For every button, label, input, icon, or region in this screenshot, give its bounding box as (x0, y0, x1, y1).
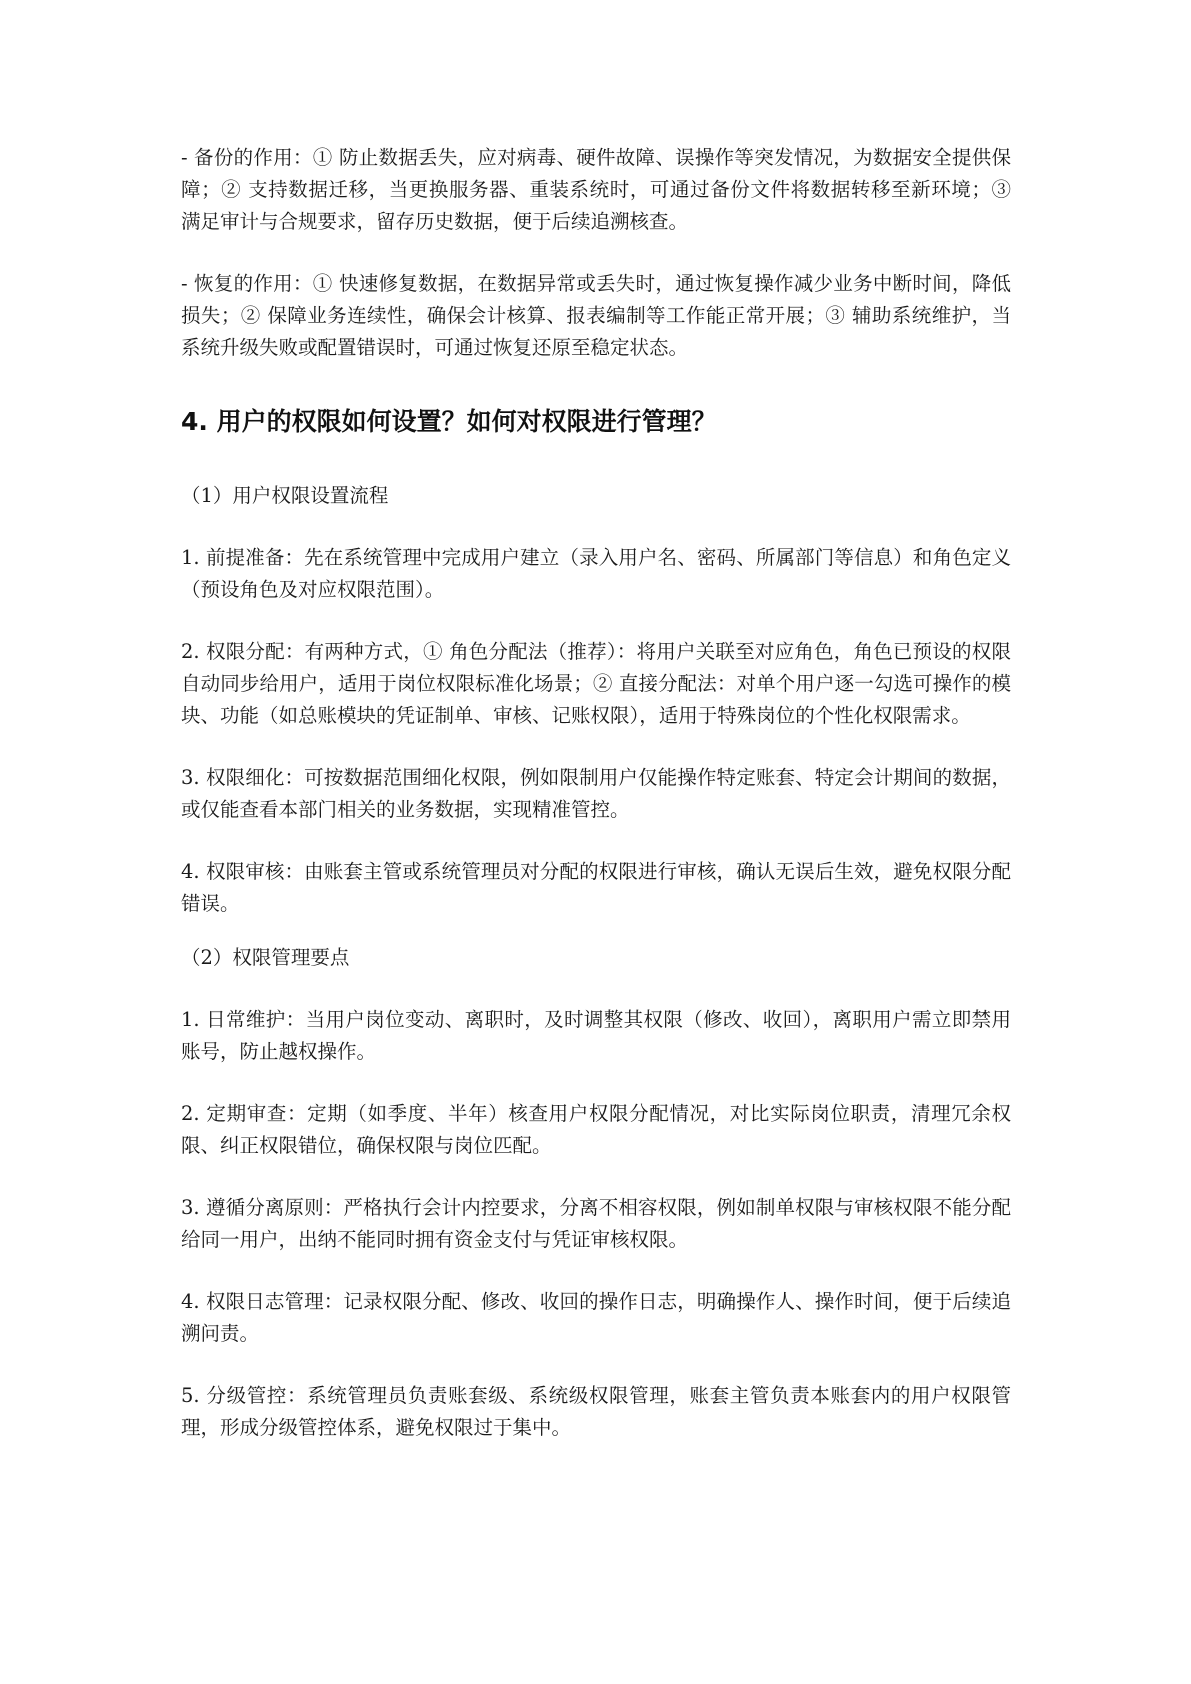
management-subheading: （2）权限管理要点 (181, 946, 350, 969)
management-item: 3. 遵循分离原则：严格执行会计内控要求，分离不相容权限，例如制单权限与审核权限不能分配给同一用户，出纳不能同时拥有资金支付与凭证审核权限。 (181, 1196, 1011, 1251)
document-body (181, 142, 1011, 1444)
setup-subheading: （1）用户权限设置流程 (181, 484, 389, 507)
setup-item: 1. 前提准备：先在系统管理中完成用户建立（录入用户名、密码、所属部门等信息）和角色定义（预设角色及对应权限范围）。 (181, 546, 1011, 601)
management-item: 1. 日常维护：当用户岗位变动、离职时，及时调整其权限（修改、收回），离职用户需立即禁用账号，防止越权操作。 (181, 1008, 1011, 1063)
management-item: 4. 权限日志管理：记录权限分配、修改、收回的操作日志，明确操作人、操作时间，便于后续追溯问责。 (181, 1290, 1011, 1345)
restore-purpose-paragraph: - 恢复的作用：① 快速修复数据，在数据异常或丢失时，通过恢复操作减少业务中断时间，降低损失；② 保障业务连续性，确保会计核算、报表编制等工作能正常开展；③ 辅助系统维护，当系统升级失败或配置错误时，可通过恢复还原至稳定状态。 (181, 272, 1011, 359)
setup-item: 3. 权限细化：可按数据范围细化权限，例如限制用户仅能操作特定账套、特定会计期间的数据，或仅能查看本部门相关的业务数据，实现精准管控。 (181, 766, 1011, 821)
section-heading: 4. 用户的权限如何设置？如何对权限进行管理？ (181, 407, 717, 436)
setup-item: 4. 权限审核：由账套主管或系统管理员对分配的权限进行审核，确认无误后生效，避免权限分配错误。 (181, 860, 1011, 915)
management-item: 5. 分级管控：系统管理员负责账套级、系统级权限管理，账套主管负责本账套内的用户权限管理，形成分级管控体系，避免权限过于集中。 (181, 1384, 1011, 1439)
setup-item: 2. 权限分配：有两种方式，① 角色分配法（推荐）：将用户关联至对应角色，角色已预设的权限自动同步给用户，适用于岗位权限标准化场景；② 直接分配法：对单个用户逐一勾选可操作的模块、功能（如总账模块的凭证制单、审核、记账权限），适用于特殊岗位的个性化权限需求。 (181, 640, 1011, 727)
management-item: 2. 定期审查：定期（如季度、半年）核查用户权限分配情况，对比实际岗位职责，清理冗余权限、纠正权限错位，确保权限与岗位匹配。 (181, 1102, 1011, 1157)
backup-purpose-paragraph: - 备份的作用：① 防止数据丢失，应对病毒、硬件故障、误操作等突发情况，为数据安全提供保障；② 支持数据迁移，当更换服务器、重装系统时，可通过备份文件将数据转移至新环境；③ 满足审计与合规要求，留存历史数据，便于后续追溯核查。 (181, 146, 1011, 233)
